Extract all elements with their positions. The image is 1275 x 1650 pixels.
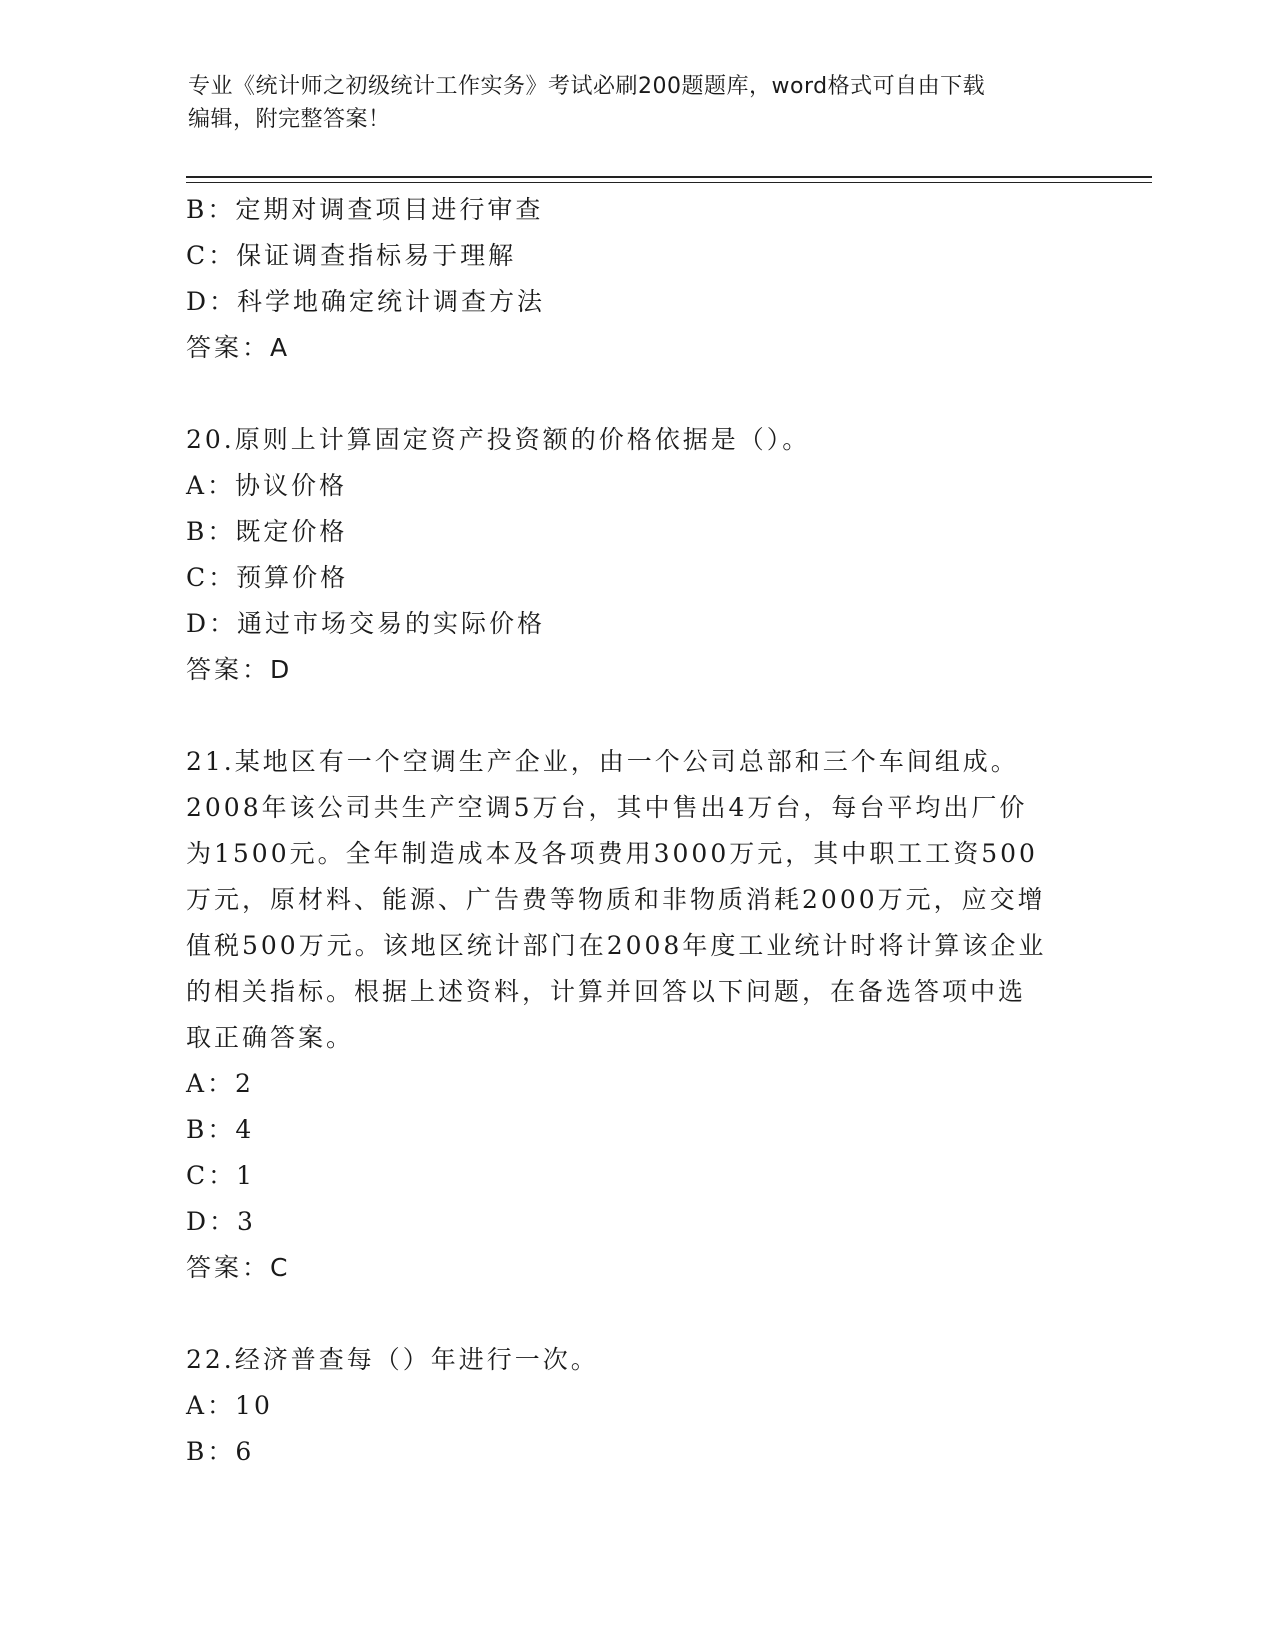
question-21 [186,739,1086,1291]
question-stem-line: 值税500万元。该地区统计部门在2008年度工业统计时将计算该企业 [186,931,1047,960]
option-c: C：保证调查指标易于理解 [186,241,517,270]
option-a: A：协议价格 [186,471,348,500]
answer-label: 答案：A [186,333,291,362]
header-line-2: 编辑，附完整答案！ [188,107,391,132]
spacer [186,693,1086,739]
option-a: A：10 [186,1391,273,1420]
question-stem-line: 取正确答案。 [186,1023,355,1052]
question-stem-line: 21.某地区有一个空调生产企业，由一个公司总部和三个车间组成。 [186,747,1019,776]
question-stem: 22.经济普查每（）年进行一次。 [186,1345,599,1374]
answer-label: 答案：D [186,655,293,684]
option-a: A：2 [186,1069,254,1098]
option-d: D：科学地确定统计调查方法 [186,287,546,316]
option-b: B：既定价格 [186,517,348,546]
header-divider-thick [186,176,1152,178]
question-22 [186,1337,1086,1475]
question-stem: 20.原则上计算固定资产投资额的价格依据是（）。 [186,425,811,454]
answer-label: 答案：C [186,1253,291,1282]
spacer [186,1291,1086,1337]
question-stem-line: 2008年该公司共生产空调5万台，其中售出4万台，每台平均出厂价 [186,793,1028,822]
option-d: D：3 [186,1207,256,1236]
question-stem-line: 万元，原材料、能源、广告费等物质和非物质消耗2000万元，应交增 [186,885,1046,914]
question-20 [186,417,1086,693]
document-header [188,70,1068,136]
spacer [186,371,1086,417]
option-b: B：4 [186,1115,255,1144]
question-stem-line: 的相关指标。根据上述资料，计算并回答以下问题，在备选答项中选 [186,977,1027,1006]
option-c: C：预算价格 [186,563,349,592]
header-divider-thin [186,182,1152,183]
document-body [186,187,1086,1475]
option-b: B：6 [186,1437,255,1466]
option-c: C：1 [186,1161,256,1190]
question-19-continued [186,187,1086,371]
question-stem-line: 为1500元。全年制造成本及各项费用3000万元，其中职工工资500 [186,839,1038,868]
option-b: B：定期对调查项目进行审查 [186,195,544,224]
header-line-1: 专业《统计师之初级统计工作实务》考试必刷200题题库，word格式可自由下载 [188,74,986,99]
option-d: D：通过市场交易的实际价格 [186,609,546,638]
